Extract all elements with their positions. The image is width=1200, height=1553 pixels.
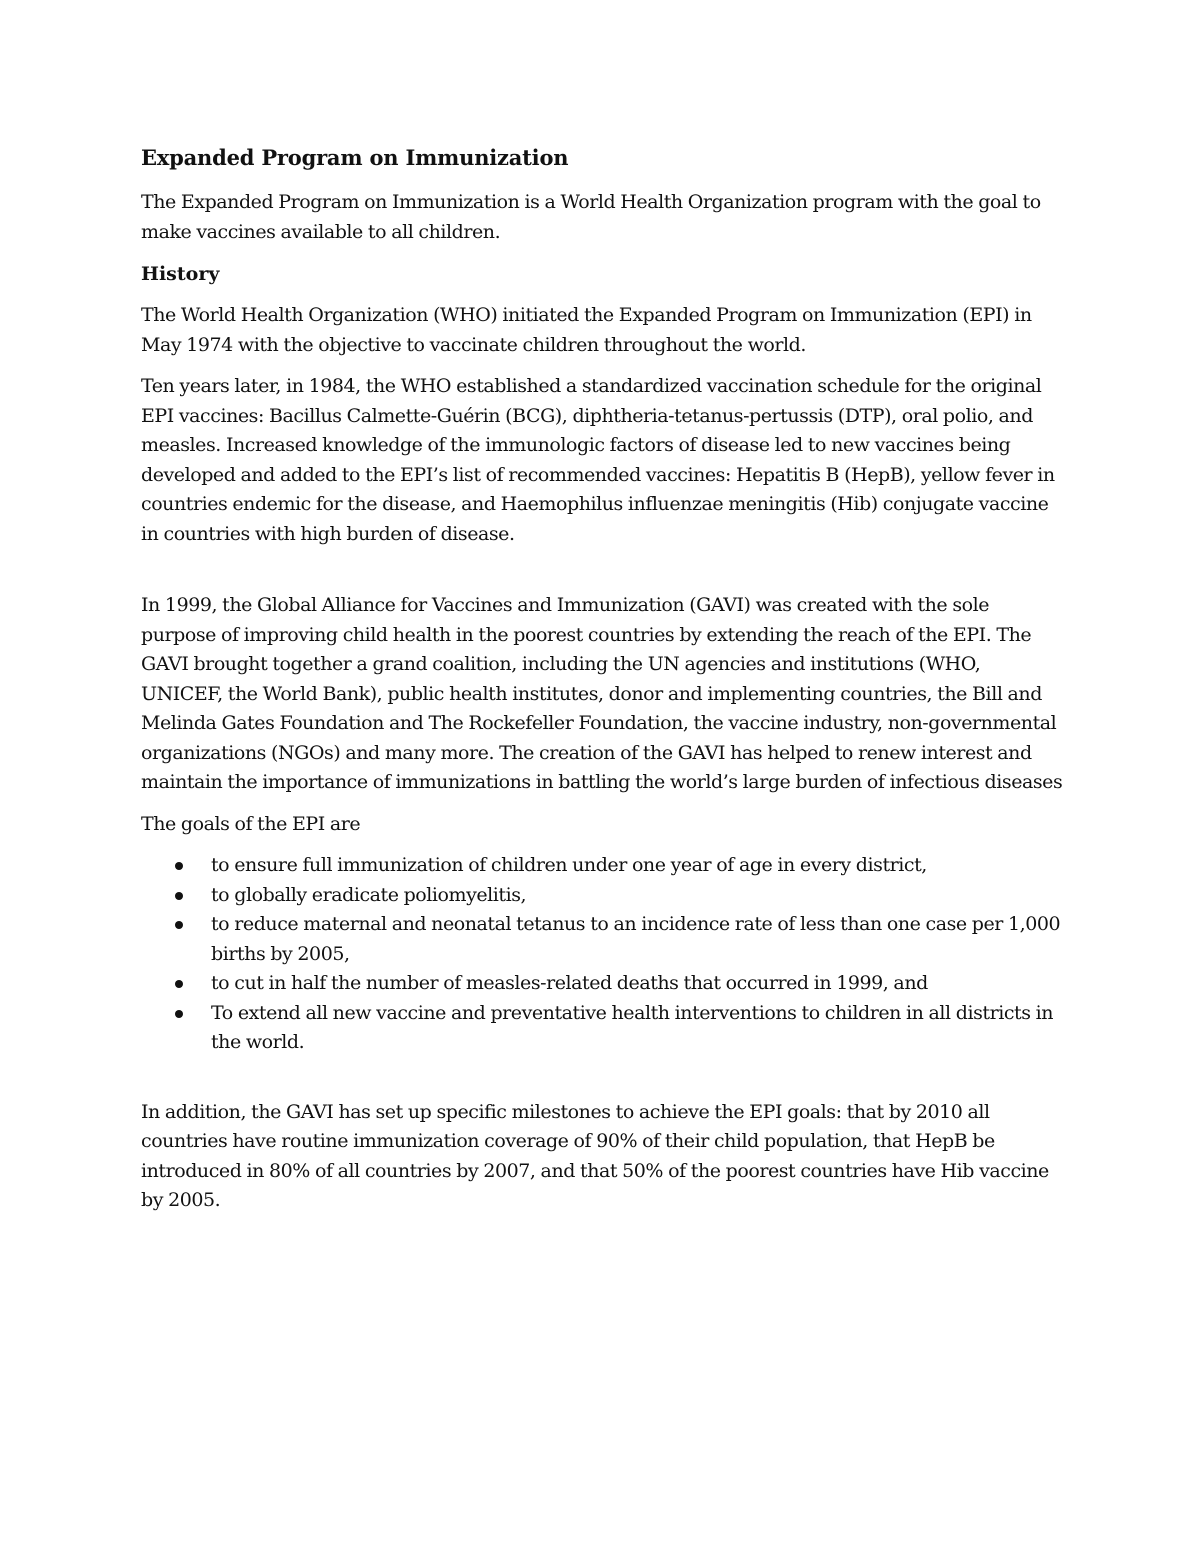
goal-text: to cut in half the number of measles-related deaths that occurred in 1999, and [211,972,928,994]
list-item [141,910,1066,969]
history-paragraph-2: Ten years later, in 1984, the WHO established a standardized vaccination schedule for the original EPI vaccines: Bacillus Calmette-Guérin (BCG), diphtheria-tetanus-pertussis (DTP), oral polio, and measles. Increased knowledge of the immunologic factors of disease led to new vaccines being developed and added to the EPI’s list of recommended vaccines: Hepatitis B (HepB), yellow fever in countries endemic for the disease, and Haemophilus influenzae meningitis (Hib) conjugate vaccine in countries with high burden of disease. [141,375,1055,545]
goal-text: to ensure full immunization of children under one year of age in every district, [211,854,927,876]
document-body [141,142,1066,1228]
bullet-icon [175,980,183,988]
bullet-icon [175,1010,183,1018]
history-paragraph-1: The World Health Organization (WHO) initiated the Expanded Program on Immunization (EPI) in May 1974 with the objective to vaccinate children throughout the world. [141,304,1032,356]
goals-list [141,851,1066,1058]
list-item [141,969,1066,999]
document-title: Expanded Program on Immunization [141,145,569,170]
blank-line [141,561,1066,591]
blank-line [141,1068,1066,1098]
closing-paragraph: In addition, the GAVI has set up specific milestones to achieve the EPI goals: that by 2010 all countries have routine immunization coverage of 90% of their child population, that HepB be introduced in 80% of all countries by 2007, and that 50% of the poorest countries have Hib vaccine by 2005. [141,1100,1049,1211]
bullet-icon [175,892,183,900]
history-heading: History [141,263,220,285]
goal-text: to reduce maternal and neonatal tetanus to an incidence rate of less than one case per 1,000 births by 2005, [211,913,1061,965]
goal-text: To extend all new vaccine and preventative health interventions to children in all districts in the world. [211,1001,1054,1053]
list-item [141,881,1066,911]
intro-paragraph: The Expanded Program on Immunization is a World Health Organization program with the goal to make vaccines available to all children. [141,191,1041,243]
goals-intro: The goals of the EPI are [141,812,361,835]
bullet-icon [175,862,183,870]
list-item [141,851,1066,881]
bullet-icon [175,921,183,929]
list-item [141,999,1066,1058]
gavi-paragraph: In 1999, the Global Alliance for Vaccines and Immunization (GAVI) was created with the sole purpose of improving child health in the poorest countries by extending the reach of the EPI. The GAVI brought together a grand coalition, including the UN agencies and institutions (WHO, UNICEF, the World Bank), public health institutes, donor and implementing countries, the Bill and Melinda Gates Foundation and The Rockefeller Foundation, the vaccine industry, non-governmental organizations (NGOs) and many more. The creation of the GAVI has helped to renew interest and maintain the importance of immunizations in battling the world’s large burden of infectious diseases [141,594,1063,793]
goal-text: to globally eradicate poliomyelitis, [211,883,527,906]
